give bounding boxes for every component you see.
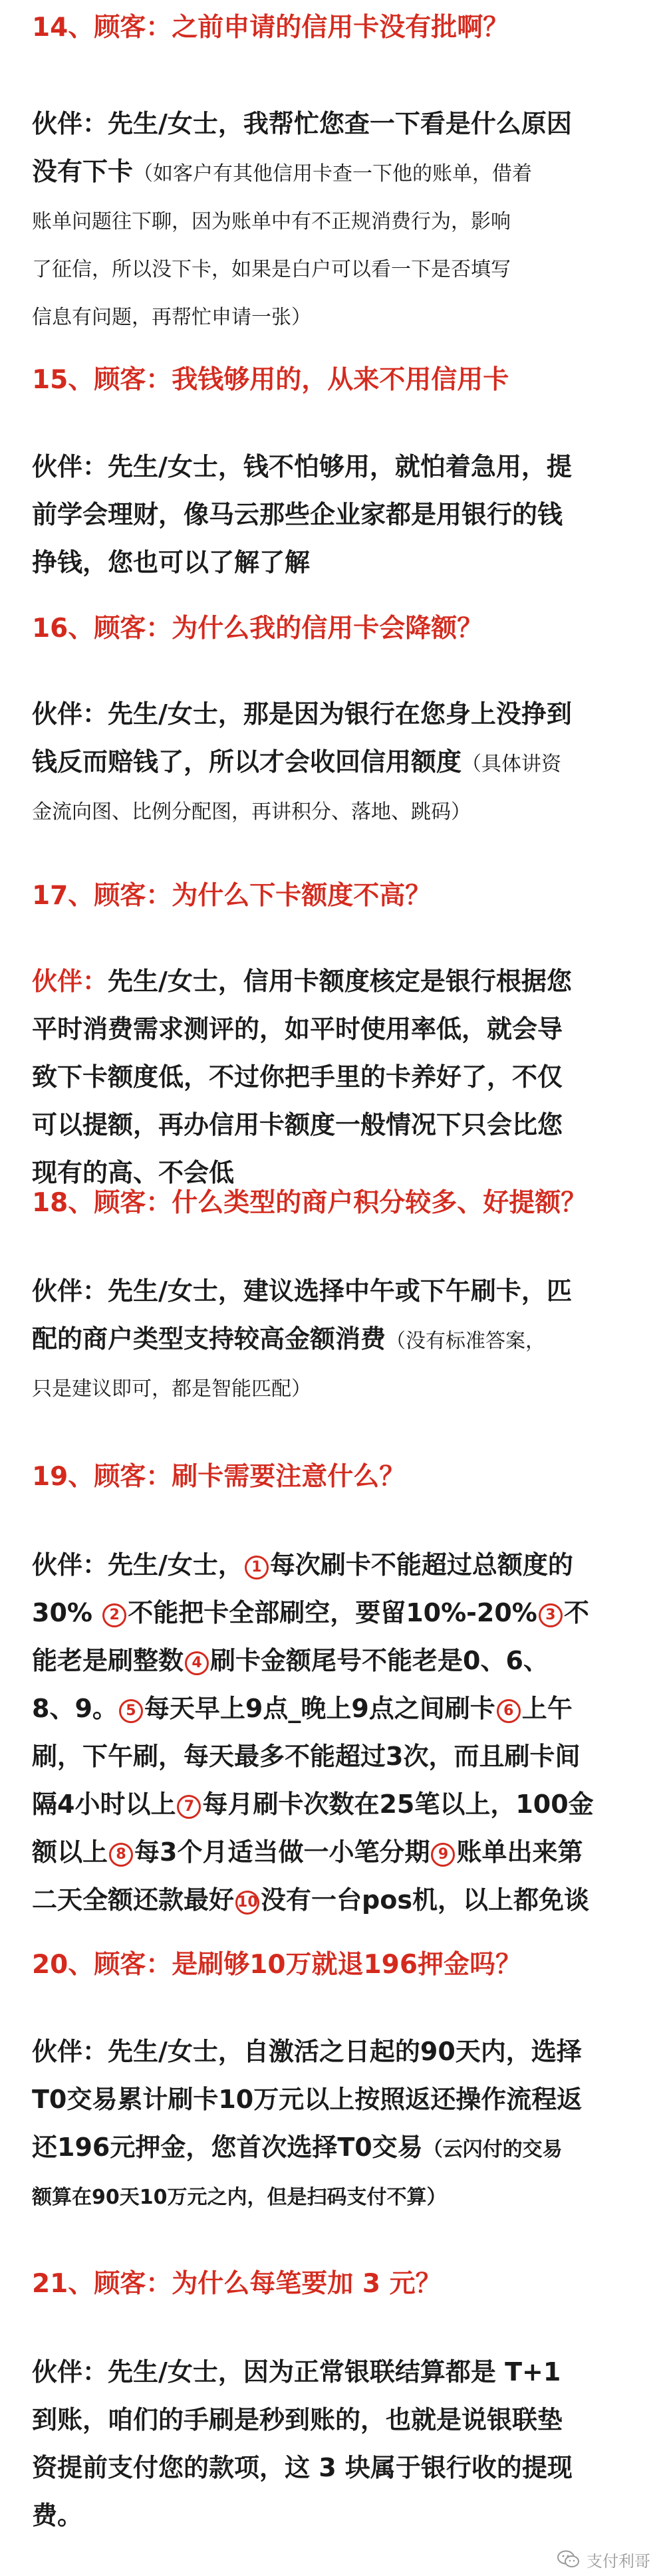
watermark [557, 2547, 650, 2571]
answer-text: 能老是刷整数 [32, 1646, 184, 1675]
answer-text: （没有标准答案， [386, 1330, 546, 1353]
answer-line [32, 2348, 650, 2396]
answer-line [32, 1876, 650, 1924]
answer-line [32, 1780, 650, 1828]
answer-text: 伙伴：先生/女士，我帮忙您查一下看是什么原因 [32, 109, 572, 138]
answer-21 [32, 2348, 650, 2539]
answer-line [32, 2123, 650, 2171]
answer-text: 资提前支付您的款项，这 3 块属于银行收的提现 [32, 2453, 573, 2482]
answer-line [32, 2171, 650, 2219]
answer-text: 每月刷卡次数在25笔以上，100金 [202, 1790, 594, 1819]
answer-line [32, 2444, 650, 2492]
answer-text: 30% [32, 1598, 102, 1627]
answer-text: 二天全额还款最好 [32, 1885, 235, 1915]
answer-line [32, 1637, 650, 1685]
answer-line [32, 291, 650, 339]
answer-line [32, 538, 650, 586]
answer-line [32, 100, 650, 148]
answer-18 [32, 1267, 650, 1411]
watermark-text: 支付利哥 [587, 2551, 650, 2571]
answer-text: （如客户有其他信用卡查一下他的账单，借着 [133, 162, 533, 185]
answer-text: 没有一台pos机，以上都免谈 [261, 1885, 589, 1915]
answer-text: （具体讲资 [462, 753, 562, 776]
answer-line [32, 1315, 650, 1363]
answer-text: 不能把卡全部刷空，要留10%-20% [128, 1598, 537, 1627]
answer-text: 先生/女士，信用卡额度核定是银行根据您 [108, 967, 572, 996]
answer-text: 挣钱，您也可以了解了解 [32, 548, 311, 577]
answer-text: 刷卡金额尾号不能老是0、6、 [210, 1646, 549, 1675]
answer-text: 费。 [32, 2501, 83, 2530]
answer-line [32, 1685, 650, 1732]
answer-text: 每天早上9点_晚上9点之间刷卡 [144, 1694, 495, 1723]
answer-line [32, 195, 650, 243]
answer-text: 8、9。 [32, 1694, 118, 1723]
answer-line [32, 2075, 650, 2123]
answer-line [32, 443, 650, 491]
answer-text: 到账，咱们的手刷是秒到账的，也就是说银联垫 [32, 2405, 563, 2434]
answer-text: 刷，下午刷，每天最多不能超过3次，而且刷卡间 [32, 1742, 581, 1771]
answer-line [32, 491, 650, 538]
answer-line [32, 1541, 650, 1589]
answer-text: 每次刷卡不能超过总额度的 [269, 1550, 573, 1580]
answer-text: 前学会理财，像马云那些企业家都是用银行的钱 [32, 500, 563, 529]
answer-text: 钱反而赔钱了，所以才会收回信用额度 [32, 747, 462, 776]
answer-line [32, 1589, 650, 1637]
answer-text: 伙伴：先生/女士，因为正常银联结算都是 T+1 [32, 2357, 561, 2387]
circled-number: 8 [109, 1843, 133, 1867]
answer-text: 伙伴：先生/女士，建议选择中午或下午刷卡，匹 [32, 1276, 572, 1306]
answer-text: 额以上 [32, 1837, 108, 1867]
answer-text: T0交易累计刷卡10万元以上按照返还操作流程返 [32, 2085, 583, 2114]
question-15: 15、顾客：我钱够用的，从来不用信用卡 [32, 365, 509, 395]
question-16: 16、顾客：为什么我的信用卡会降额？ [32, 614, 483, 644]
answer-text: 上午 [521, 1694, 573, 1723]
wechat-icon [557, 2550, 580, 2569]
answer-line [32, 2396, 650, 2444]
circled-number: 2 [102, 1603, 126, 1627]
answer-text: 伙伴：先生/女士，自激活之日起的90天内，选择 [32, 2037, 582, 2066]
answer-text: 额算在90天10万元之内，但是扫码支付不算） [32, 2186, 447, 2209]
answer-15 [32, 443, 650, 586]
circled-number: 4 [185, 1651, 209, 1675]
answer-text: 隔4小时以上 [32, 1790, 176, 1819]
answer-text: 不 [563, 1598, 589, 1627]
answer-text: 只是建议即可，都是智能匹配） [32, 1377, 311, 1401]
answer-line [32, 1732, 650, 1780]
answer-text: 账单问题往下聊，因为账单中有不正规消费行为，影响 [32, 210, 511, 233]
answer-line [32, 2492, 650, 2539]
answer-text: 平时消费需求测评的，如平时使用率低，就会导 [32, 1014, 563, 1044]
answer-line [32, 1828, 650, 1876]
circled-number: 5 [119, 1699, 143, 1723]
answer-16 [32, 690, 650, 834]
answer-line [32, 786, 650, 834]
circled-number: 9 [431, 1843, 455, 1867]
circled-number: 10 [235, 1891, 259, 1915]
question-21: 21、顾客：为什么每笔要加 3 元？ [32, 2269, 442, 2299]
answer-text: （云闪付的交易 [422, 2138, 563, 2161]
circled-number: 1 [245, 1556, 269, 1580]
question-19: 19、顾客：刷卡需要注意什么？ [32, 1462, 406, 1492]
answer-20 [32, 2028, 650, 2219]
answer-line [32, 690, 650, 738]
answer-text: 每3个月适当做一小笔分期 [134, 1837, 430, 1867]
answer-text: 致下卡额度低，不过你把手里的卡养好了，不仅 [32, 1062, 563, 1092]
answer-line [32, 1267, 650, 1315]
answer-19 [32, 1541, 650, 1924]
answer-text: 没有下卡 [32, 157, 134, 186]
answer-14 [32, 100, 650, 339]
answer-text: 伙伴：先生/女士，那是因为银行在您身上没挣到 [32, 699, 572, 729]
answer-text: 伙伴： [32, 967, 108, 996]
answer-text: 伙伴：先生/女士， [32, 1550, 243, 1580]
answer-text: 可以提额，再办信用卡额度一般情况下只会比您 [32, 1110, 563, 1139]
question-20: 20、顾客：是刷够10万就退196押金吗？ [32, 1950, 521, 1980]
circled-number: 7 [177, 1795, 201, 1819]
answer-text: 金流向图、比例分配图，再讲积分、落地、跳码） [32, 800, 471, 824]
answer-text: 配的商户类型支持较高金额消费 [32, 1324, 386, 1353]
answer-text: 信息有问题，再帮忙申请一张） [32, 306, 311, 329]
answer-line [32, 957, 650, 1005]
answer-text: 还196元押金，您首次选择T0交易 [32, 2133, 423, 2162]
question-14: 14、顾客：之前申请的信用卡没有批啊？ [32, 13, 509, 43]
circled-number: 3 [539, 1603, 563, 1627]
answer-line [32, 148, 650, 195]
answer-line [32, 738, 650, 786]
answer-text: 账单出来第 [456, 1837, 583, 1867]
answer-text: 了征信，所以没下卡，如果是白户可以看一下是否填写 [32, 258, 511, 281]
answer-line [32, 1101, 650, 1149]
question-18: 18、顾客：什么类型的商户积分较多、好提额？ [32, 1188, 587, 1218]
answer-line [32, 1005, 650, 1053]
answer-line [32, 243, 650, 291]
question-17: 17、顾客：为什么下卡额度不高？ [32, 881, 432, 911]
answer-line [32, 1363, 650, 1411]
answer-17 [32, 957, 650, 1197]
answer-line [32, 1053, 650, 1101]
answer-text: 现有的高、不会低 [32, 1158, 235, 1187]
answer-line [32, 2028, 650, 2075]
circled-number: 6 [497, 1699, 521, 1723]
answer-text: 伙伴：先生/女士，钱不怕够用，就怕着急用，提 [32, 452, 572, 481]
